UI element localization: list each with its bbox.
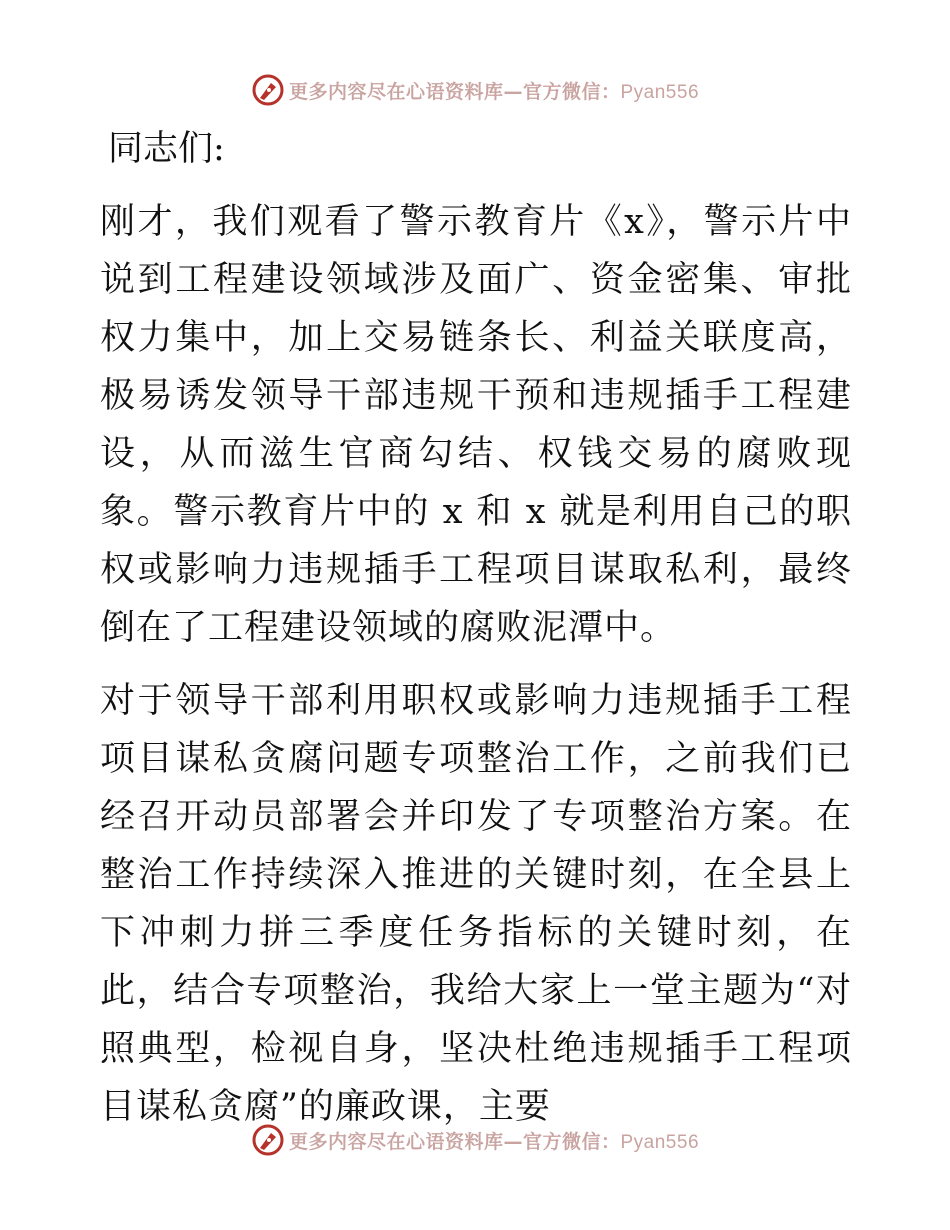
paragraph-1: 刚才，我们观看了警示教育片《x》，警示片中说到工程建设领域涉及面广、资金密集、审批权力集中，加上交易链条长、利益关联度高，极易诱发领导干部违规干预和违规插手工程建设，从而滋生官商勾结、权钱交易的腐败现象。警示教育片中的 x 和 x 就是利用自己的职权或影响力违规插手工程项目谋取私利，最终倒在了工程建设领域的腐败泥潭中。	[100, 202, 852, 648]
pen-nib-circle-logo	[251, 73, 285, 107]
greeting: 同志们:	[108, 129, 225, 169]
header-watermark	[0, 70, 950, 110]
watermark-text-group	[289, 1127, 699, 1154]
watermark-text-group	[289, 77, 699, 104]
watermark-text: 更多内容尽在心语资料库—官方微信：	[288, 1130, 621, 1153]
document-body	[100, 120, 852, 1136]
watermark-text: 更多内容尽在心语资料库—官方微信：	[288, 80, 621, 103]
footer-watermark	[0, 1120, 950, 1160]
watermark-account: Pyan556	[620, 1131, 700, 1153]
pen-nib-circle-logo	[251, 1123, 285, 1157]
watermark-account: Pyan556	[620, 81, 700, 103]
paragraph-2: 对于领导干部利用职权或影响力违规插手工程项目谋私贪腐问题专项整治工作，之前我们已经召开动员部署会并印发了专项整治方案。在整治工作持续深入推进的关键时刻，在全县上下冲刺力拼三季度任务指标的关键时刻，在此，结合专项整治，我给大家上一堂主题为“对照典型，检视自身，坚决杜绝违规插手工程项目谋私贪腐”的廉政课，主要	[100, 681, 852, 1127]
